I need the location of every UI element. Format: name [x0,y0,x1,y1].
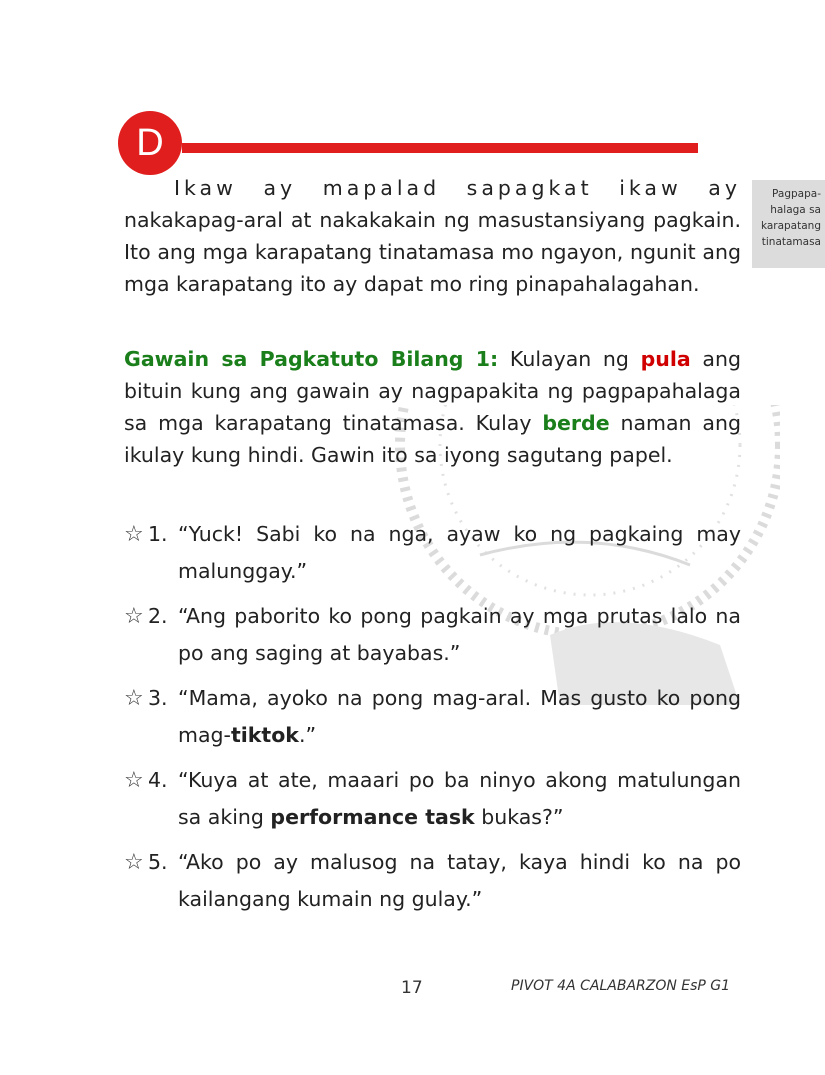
item-text: “Yuck! Sabi ko na nga, ayaw ko ng pagkaing may malunggay.” [178,522,741,583]
item-text: “Mama, ayoko na pong mag-aral. Mas gusto ko pong mag- [178,686,741,747]
intro-rest: nakakapag-aral at nakakakain ng masustansiyang pagkain. Ito ang mga karapatang tinatamasa mo ngayon, ngunit ang mga karapatang ito ay dapat mo ring pinapahalagahan. [124,208,741,296]
activity-text: naman ang ikulay kung hindi. Gawin ito sa iyong sagutang papel. [124,411,741,467]
side-tab-line: Pagpapa- [772,188,821,200]
list-item [124,680,741,753]
side-topic-tab [752,180,825,268]
page-number: 17 [401,978,423,998]
star-outline-icon[interactable]: ☆ [124,522,144,547]
side-tab-line: tinatamasa [761,236,821,248]
item-number: 1. [148,522,168,546]
side-tab-line: karapatang [760,220,821,232]
activity-instructions [124,343,741,471]
list-item [124,844,741,917]
intro-first-line: Ikaw ay mapalad sapagkat ikaw ay [174,176,741,200]
footer-title: PIVOT 4A CALABARZON EsP G1 [511,978,731,994]
item-number: 4. [148,768,168,792]
list-item [124,762,741,835]
item-text: bukas?” [474,805,564,829]
star-outline-icon[interactable]: ☆ [124,686,144,711]
item-bold-term: performance task [270,805,475,829]
activity-heading: Gawain sa Pagkatuto Bilang 1: [124,347,499,371]
activity-text: ang bituin kung ang gawain ay nagpapakita ng pagpapahalaga sa mga karapatang tinatamasa. Kulay [124,347,742,435]
section-header-bar [182,143,698,153]
intro-paragraph [124,172,741,300]
list-item [124,516,741,589]
item-bold-term: tiktok [230,723,299,747]
item-text: “Ako po ay malusog na tatay, kaya hindi ko na po kailangang kumain ng gulay.” [178,850,741,911]
star-outline-icon[interactable]: ☆ [124,768,144,793]
item-number: 5. [148,850,168,874]
item-number: 3. [148,686,168,710]
section-letter-badge: D [118,111,182,175]
item-text: .” [298,723,317,747]
star-outline-icon[interactable]: ☆ [124,850,144,875]
item-text: “Ang paborito ko pong pagkain ay mga prutas lalo na po ang saging at bayabas.” [178,604,741,665]
star-outline-icon[interactable]: ☆ [124,604,144,629]
color-green-word: berde [542,411,610,435]
item-text: “Kuya at ate, maaari po ba ninyo akong matulungan sa aking [178,768,741,829]
color-red-word: pula [640,347,691,371]
side-tab-line: halaga sa [770,204,821,216]
list-item [124,598,741,671]
item-number: 2. [148,604,168,628]
activity-text: Kulayan ng [498,347,641,371]
